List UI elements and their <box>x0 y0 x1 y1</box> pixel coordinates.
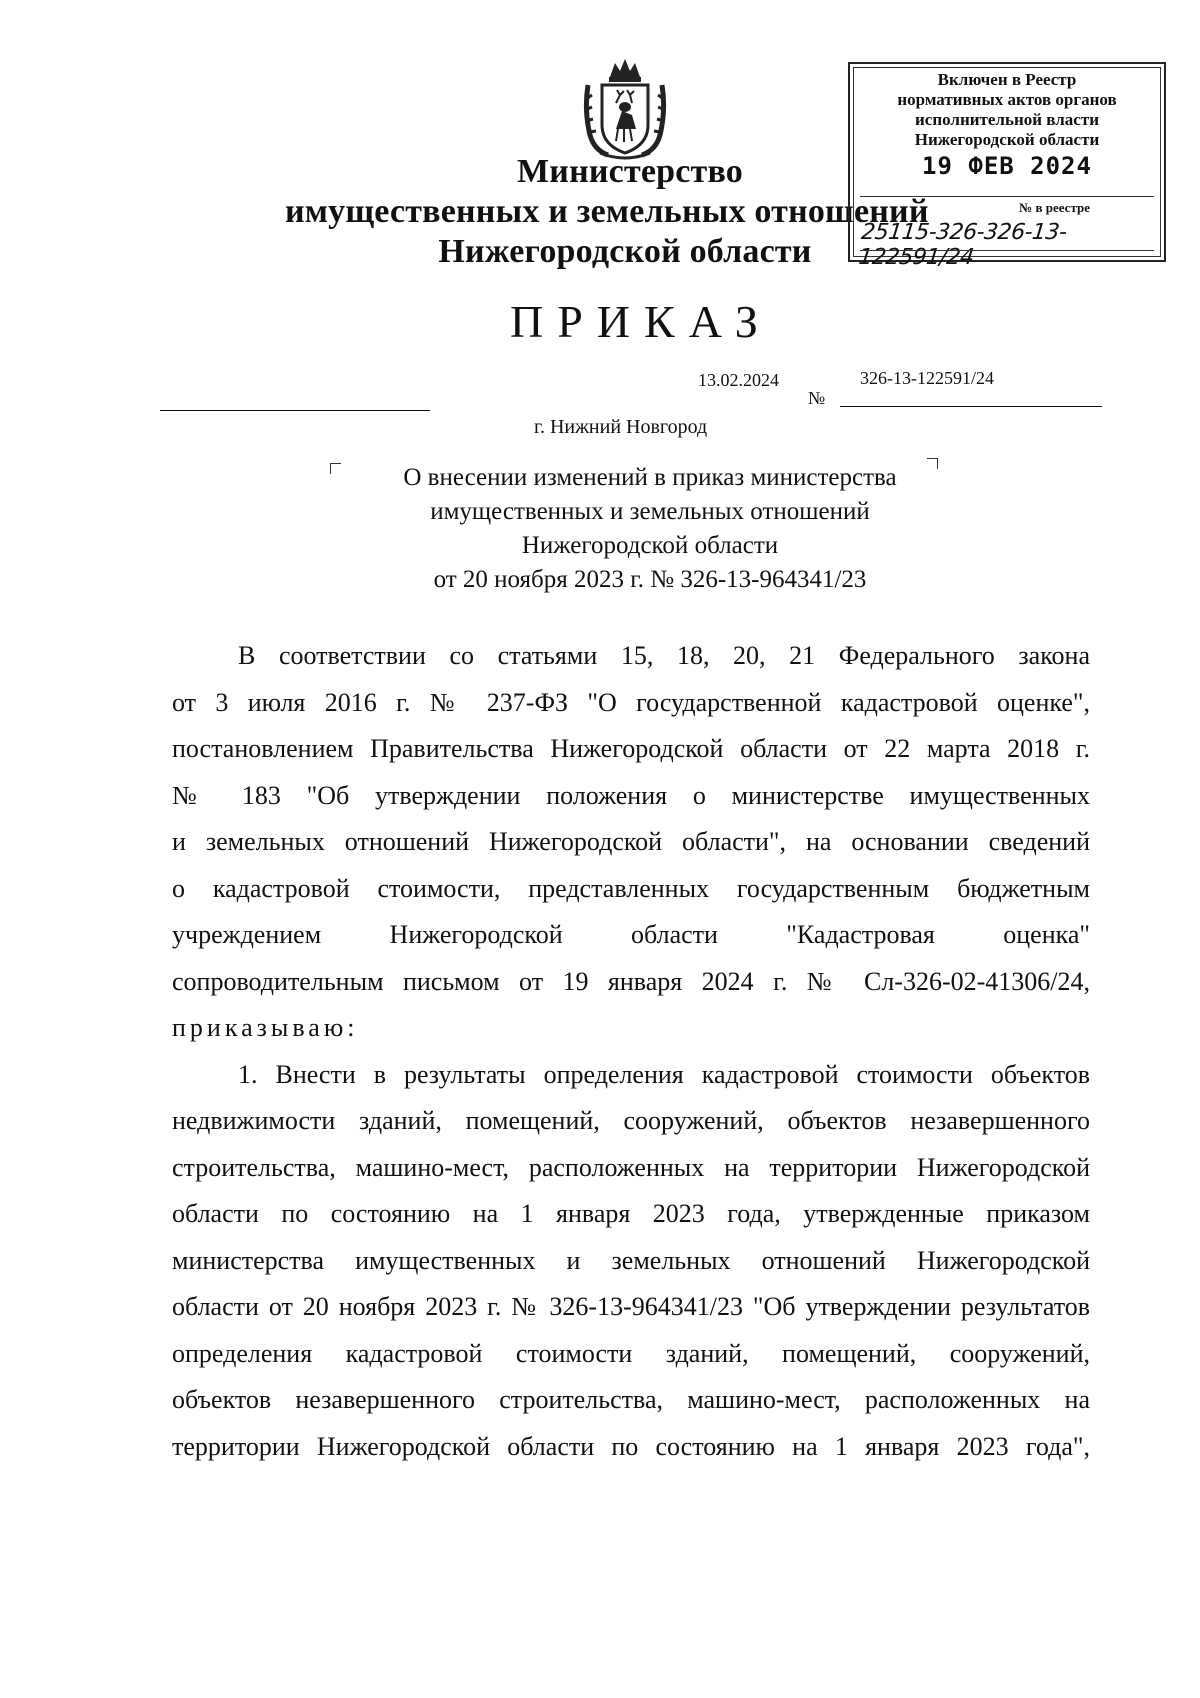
body-line: от 3 июля 2016 г. № 237-ФЗ "О государственной кадастровой оценке", <box>172 688 1090 717</box>
body-line: объектов незавершенного строительства, машино-мест, расположенных на <box>172 1385 1090 1414</box>
title-corner-left <box>330 463 341 474</box>
stamp-date: 19 ФЕВ 2024 <box>922 152 1092 180</box>
ministry-name-line1: Министерство <box>517 153 743 190</box>
document-title-line: имущественных и земельных отношений <box>430 498 870 525</box>
stamp-line1: Включен в Реестр <box>937 70 1077 89</box>
body-line: территории Нижегородской области по состоянию на 1 января 2023 года", <box>172 1432 1090 1461</box>
body-line: области от 20 ноября 2023 г. № 326-13-964341/23 "Об утверждении результатов <box>172 1292 1090 1321</box>
document-date: 13.02.2024 <box>698 370 779 390</box>
stamp-divider <box>860 196 1154 197</box>
body-line: В соответствии со статьями 15, 18, 20, 21 Федерального закона <box>238 641 1090 670</box>
document-number: 326-13-122591/24 <box>860 368 994 388</box>
stamp-line2: нормативных актов органов <box>897 90 1117 109</box>
number-sign: № <box>808 388 826 408</box>
date-underline <box>160 410 430 411</box>
document-title-line: Нижегородской области <box>521 532 779 559</box>
body-line-decision: приказываю: <box>172 1013 359 1042</box>
body-line: области по состоянию на 1 января 2023 года, утвержденные приказом <box>172 1199 1090 1228</box>
body-line: 1. Внести в результаты определения кадастровой стоимости объектов <box>238 1060 1090 1089</box>
stamp-number-underline <box>860 250 1154 251</box>
stamp-registry-label: № в реестре <box>1019 200 1090 215</box>
body-line: и земельных отношений Нижегородской области", на основании сведений <box>172 827 1090 856</box>
body-line: учреждением Нижегородской области "Кадастровая оценка" <box>172 920 1090 949</box>
ministry-name-line2: имущественных и земельных отношений <box>285 193 929 230</box>
body-line: министерства имущественных и земельных отношений Нижегородской <box>172 1246 1090 1275</box>
ministry-name-line3: Нижегородской области <box>438 233 812 270</box>
stamp-line3: исполнительной власти <box>915 110 1099 129</box>
document-city: г. Нижний Новгород <box>534 416 708 438</box>
registry-stamp <box>848 62 1166 270</box>
body-line: определения кадастровой стоимости зданий, помещений, сооружений, <box>172 1339 1090 1368</box>
body-line: постановлением Правительства Нижегородской области от 22 марта 2018 г. <box>172 734 1090 763</box>
stamp-line4: Нижегородской области <box>914 130 1100 149</box>
body-line: недвижимости зданий, помещений, сооружений, объектов незавершенного <box>172 1106 1090 1135</box>
document-title-line: О внесении изменений в приказ министерства <box>403 464 897 491</box>
body-line: № 183 "Об утверждении положения о министерстве имущественных <box>172 781 1090 810</box>
document-type: ПРИКАЗ <box>510 296 772 347</box>
coat-of-arms-emblem <box>580 55 670 165</box>
stamp-inner-border <box>853 67 1161 270</box>
body-line: строительства, машино-мест, расположенных на территории Нижегородской <box>172 1153 1090 1182</box>
document-title-line: от 20 ноября 2023 г. № 326-13-964341/23 <box>433 566 867 593</box>
stamp-registry-number: 25115-326-326-13-122591/24 <box>857 220 1068 270</box>
number-underline <box>840 406 1102 407</box>
body-line: о кадастровой стоимости, представленных государственным бюджетным <box>172 874 1090 903</box>
body-line: сопроводительным письмом от 19 января 2024 г. № Сл-326-02-41306/24, <box>172 967 1090 996</box>
